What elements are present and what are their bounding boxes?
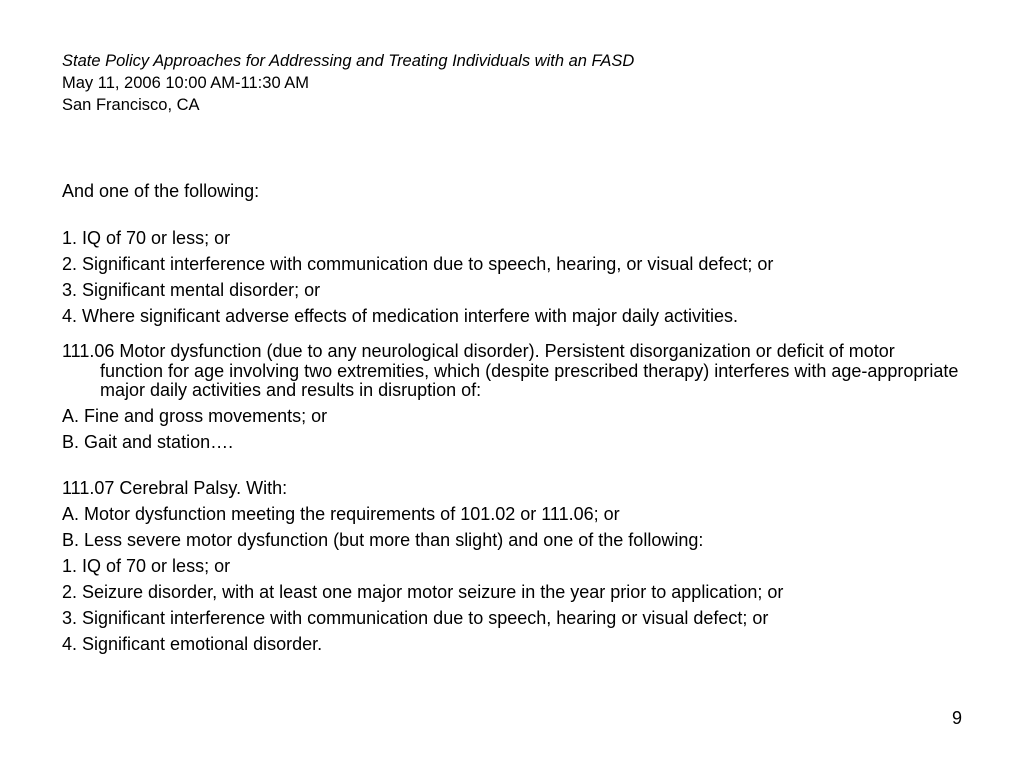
list-item: 4. Significant emotional disorder. [62, 633, 323, 654]
presentation-date: May 11, 2006 10:00 AM-11:30 AM [62, 74, 310, 92]
presentation-title: State Policy Approaches for Addressing and Treating Individuals with an FASD [62, 52, 635, 70]
list-item: B. Less severe motor dysfunction (but more than slight) and one of the following: [62, 529, 704, 550]
list-item: 2. Significant interference with communication due to speech, hearing, or visual defect; or [62, 254, 774, 274]
list-item: 1. IQ of 70 or less; or [62, 555, 231, 576]
list-item: 3. Significant interference with communication due to speech, hearing or visual defect; or [62, 607, 769, 628]
section-111-07: 111.07 Cerebral Palsy. With: [62, 477, 288, 498]
slide-header [62, 50, 634, 116]
list-item: 4. Where significant adverse effects of medication interfere with major daily activities. [62, 306, 738, 326]
presentation-location: San Francisco, CA [62, 96, 200, 114]
page-number: 9 [951, 708, 962, 728]
list-item: 2. Seizure disorder, with at least one major motor seizure in the year prior to application; or [62, 581, 784, 602]
intro-text: And one of the following: [62, 181, 260, 201]
slide-body [62, 181, 962, 660]
list-item: A. Motor dysfunction meeting the requirements of 101.02 or 111.06; or [62, 503, 620, 524]
section-111-06: 111.06 Motor dysfunction (due to any neurological disorder). Persistent disorganization or deficit of motor function for age involving two extremities, which (despite prescribed therapy) interferes with age-appropriate major daily activities and results in disruption of: [62, 341, 959, 400]
list-item: B. Gait and station…. [62, 431, 234, 452]
list-item: 1. IQ of 70 or less; or [62, 228, 231, 248]
list-item: 3. Significant mental disorder; or [62, 280, 321, 300]
list-item: A. Fine and gross movements; or [62, 405, 328, 426]
